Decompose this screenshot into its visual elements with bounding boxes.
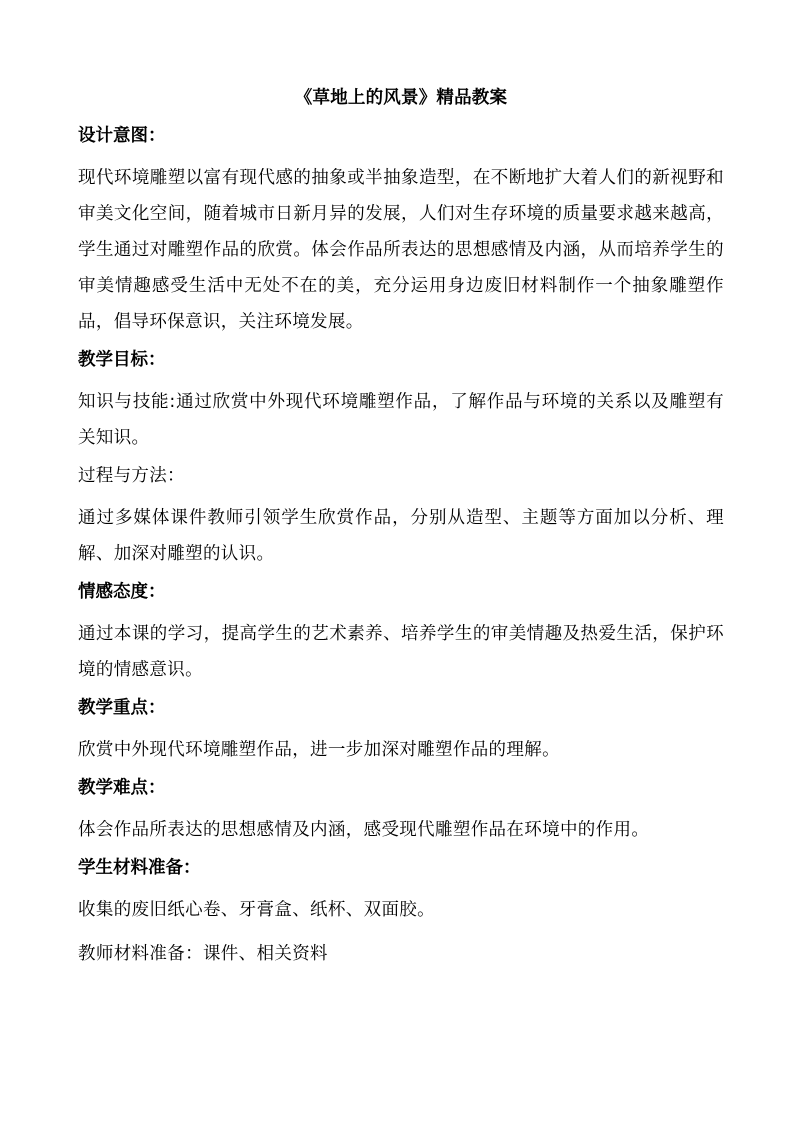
- section-design-intent: [78, 124, 724, 340]
- section-student-materials: [78, 856, 724, 928]
- section-body: 体会作品所表达的思想感情及内涵，感受现代雕塑作品在环境中的作用。: [78, 820, 650, 840]
- section-heading: 教学难点：: [78, 778, 166, 798]
- section-body: 知识与技能:通过欣赏中外现代环境雕塑作品，了解作品与环境的关系以及雕塑有关知识。: [78, 392, 724, 448]
- section-key-points: [78, 696, 724, 768]
- section-body: 通过本课的学习，提高学生的艺术素养、培养学生的审美情趣及热爱生活，保护环境的情感意识。: [78, 624, 724, 680]
- section-difficulties: [78, 776, 724, 848]
- section-heading: 设计意图：: [78, 126, 166, 146]
- section-body: 欣赏中外现代环境雕塑作品，进一步加深对雕塑作品的理解。: [78, 740, 560, 760]
- section-body: 通过多媒体课件教师引领学生欣赏作品，分别从造型、主题等方面加以分析、理解、加深对雕塑的认识。: [78, 508, 724, 564]
- section-heading: 学生材料准备：: [78, 858, 201, 878]
- section-heading: 情感态度：: [78, 582, 166, 602]
- teacher-materials-line: 教师材料准备：课件、相关资料: [78, 944, 328, 964]
- document-title: 《草地上的风景》精品教案: [294, 88, 508, 108]
- section-teaching-goals: [78, 348, 724, 456]
- section-body: 收集的废旧纸心卷、牙膏盒、纸杯、双面胶。: [78, 900, 435, 920]
- section-heading: 教学目标：: [78, 350, 166, 370]
- section-heading: 过程与方法：: [78, 466, 185, 486]
- section-emotional-attitude: [78, 580, 724, 688]
- section-body: 现代环境雕塑以富有现代感的抽象或半抽象造型，在不断地扩大着人们的新视野和审美文化空间，随着城市日新月异的发展，人们对生存环境的质量要求越来越高，学生通过对雕塑作品的欣赏。体会作品所表达的思想感情及内涵，从而培养学生的审美情趣感受生活中无处不在的美，充分运用身边废旧材料制作一个抽象雕塑作品，倡导环保意识，关注环境发展。: [78, 168, 724, 332]
- section-heading: 教学重点：: [78, 698, 166, 718]
- section-process-methods: [78, 464, 724, 572]
